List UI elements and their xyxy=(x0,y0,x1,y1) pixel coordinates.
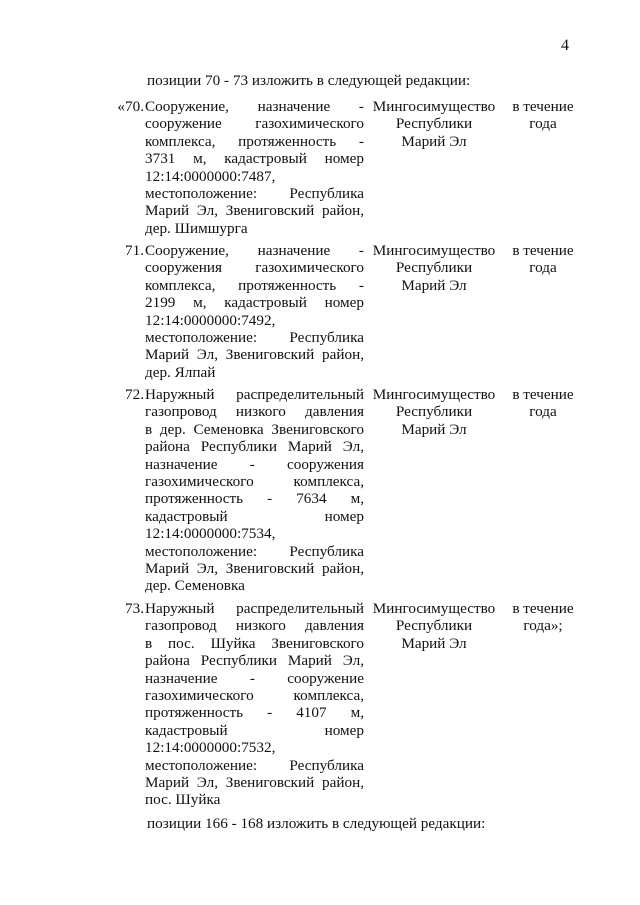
description-line: 12:14:0000000:7487, xyxy=(145,167,276,185)
description-line: Наружный распределительный xyxy=(145,386,364,403)
description-line: 2199 м, кадастровый номер xyxy=(145,294,364,312)
description-line: дер. Ялпай xyxy=(145,363,216,381)
term-line: в течение xyxy=(512,242,574,259)
description-line: местоположение: Республика xyxy=(145,756,364,774)
description-line: местоположение: Республика xyxy=(145,185,364,203)
description-line: кадастровый номер xyxy=(145,507,364,525)
row-owner xyxy=(370,98,498,150)
term-line: года xyxy=(529,259,557,277)
description-line: местоположение: Республика xyxy=(145,542,364,560)
owner-line: Мингосимущество xyxy=(372,600,496,617)
description-line: протяженность - 7634 м, xyxy=(145,490,364,508)
description-line: газопровод низкого давления xyxy=(145,403,364,421)
description-line: района Республики Марий Эл, xyxy=(145,438,364,456)
description-line: газохимического комплекса, xyxy=(145,687,364,705)
page-number: 4 xyxy=(561,37,569,54)
description-line: сооружение газохимического xyxy=(145,115,364,133)
owner-line: Республики xyxy=(395,115,473,133)
description-line: дер. Семеновка xyxy=(145,577,245,595)
description-line: Марий Эл, Звениговский район, xyxy=(145,560,364,578)
row-term xyxy=(506,386,580,421)
owner-line: Марий Эл xyxy=(401,132,467,150)
description-line: Наружный распределительный xyxy=(145,600,364,617)
row-number: «70. xyxy=(117,98,144,115)
owner-line: Марий Эл xyxy=(401,420,467,438)
description-line: Сооружение, назначение - xyxy=(145,98,364,115)
row-owner xyxy=(370,386,498,438)
row-term xyxy=(506,98,580,133)
term-line: года xyxy=(529,403,557,421)
row-description xyxy=(145,242,364,381)
owner-line: Республики xyxy=(395,617,473,635)
description-line: района Республики Марий Эл, xyxy=(145,652,364,670)
row-term xyxy=(506,600,580,635)
owner-line: Мингосимущество xyxy=(372,98,496,115)
owner-line: Марий Эл xyxy=(401,276,467,294)
description-line: местоположение: Республика xyxy=(145,329,364,347)
description-line: в дер. Семеновка Звениговского xyxy=(145,420,364,438)
description-line: газохимического комплекса, xyxy=(145,473,364,491)
term-line: в течение xyxy=(512,600,574,617)
term-line: в течение xyxy=(512,98,574,115)
row-number: 72. xyxy=(125,386,144,403)
description-line: сооружения газохимического xyxy=(145,259,364,277)
owner-line: Мингосимущество xyxy=(372,386,496,403)
owner-line: Республики xyxy=(395,259,473,277)
row-number: 71. xyxy=(125,242,144,259)
description-line: кадастровый номер xyxy=(145,721,364,739)
description-line: Марий Эл, Звениговский район, xyxy=(145,346,364,364)
description-line: Сооружение, назначение - xyxy=(145,242,364,259)
description-line: 12:14:0000000:7534, xyxy=(145,525,276,543)
description-line: назначение - сооружение xyxy=(145,669,364,687)
term-line: в течение xyxy=(512,386,574,403)
row-description xyxy=(145,386,364,595)
description-line: Марий Эл, Звениговский район, xyxy=(145,774,364,792)
row-owner xyxy=(370,242,498,294)
owner-line: Марий Эл xyxy=(401,634,467,652)
description-line: в пос. Шуйка Звениговского xyxy=(145,634,364,652)
intro-text: позиции 70 - 73 изложить в следующей редакции: xyxy=(147,72,471,89)
description-line: дер. Шимшурга xyxy=(145,219,248,237)
description-line: комплекса, протяженность - xyxy=(145,132,364,150)
description-line: Марий Эл, Звениговский район, xyxy=(145,202,364,220)
description-line: протяженность - 4107 м, xyxy=(145,704,364,722)
description-line: комплекса, протяженность - xyxy=(145,276,364,294)
outro-text: позиции 166 - 168 изложить в следующей редакции: xyxy=(147,815,486,832)
row-description xyxy=(145,600,364,809)
term-line: года xyxy=(529,115,557,133)
description-line: пос. Шуйка xyxy=(145,791,221,809)
row-number: 73. xyxy=(125,600,144,617)
row-description xyxy=(145,98,364,237)
description-line: назначение - сооружения xyxy=(145,455,364,473)
description-line: 12:14:0000000:7492, xyxy=(145,311,276,329)
row-owner xyxy=(370,600,498,652)
description-line: газопровод низкого давления xyxy=(145,617,364,635)
owner-line: Мингосимущество xyxy=(372,242,496,259)
description-line: 3731 м, кадастровый номер xyxy=(145,150,364,168)
term-line: года»; xyxy=(523,617,563,635)
owner-line: Республики xyxy=(395,403,473,421)
description-line: 12:14:0000000:7532, xyxy=(145,739,276,757)
row-term xyxy=(506,242,580,277)
